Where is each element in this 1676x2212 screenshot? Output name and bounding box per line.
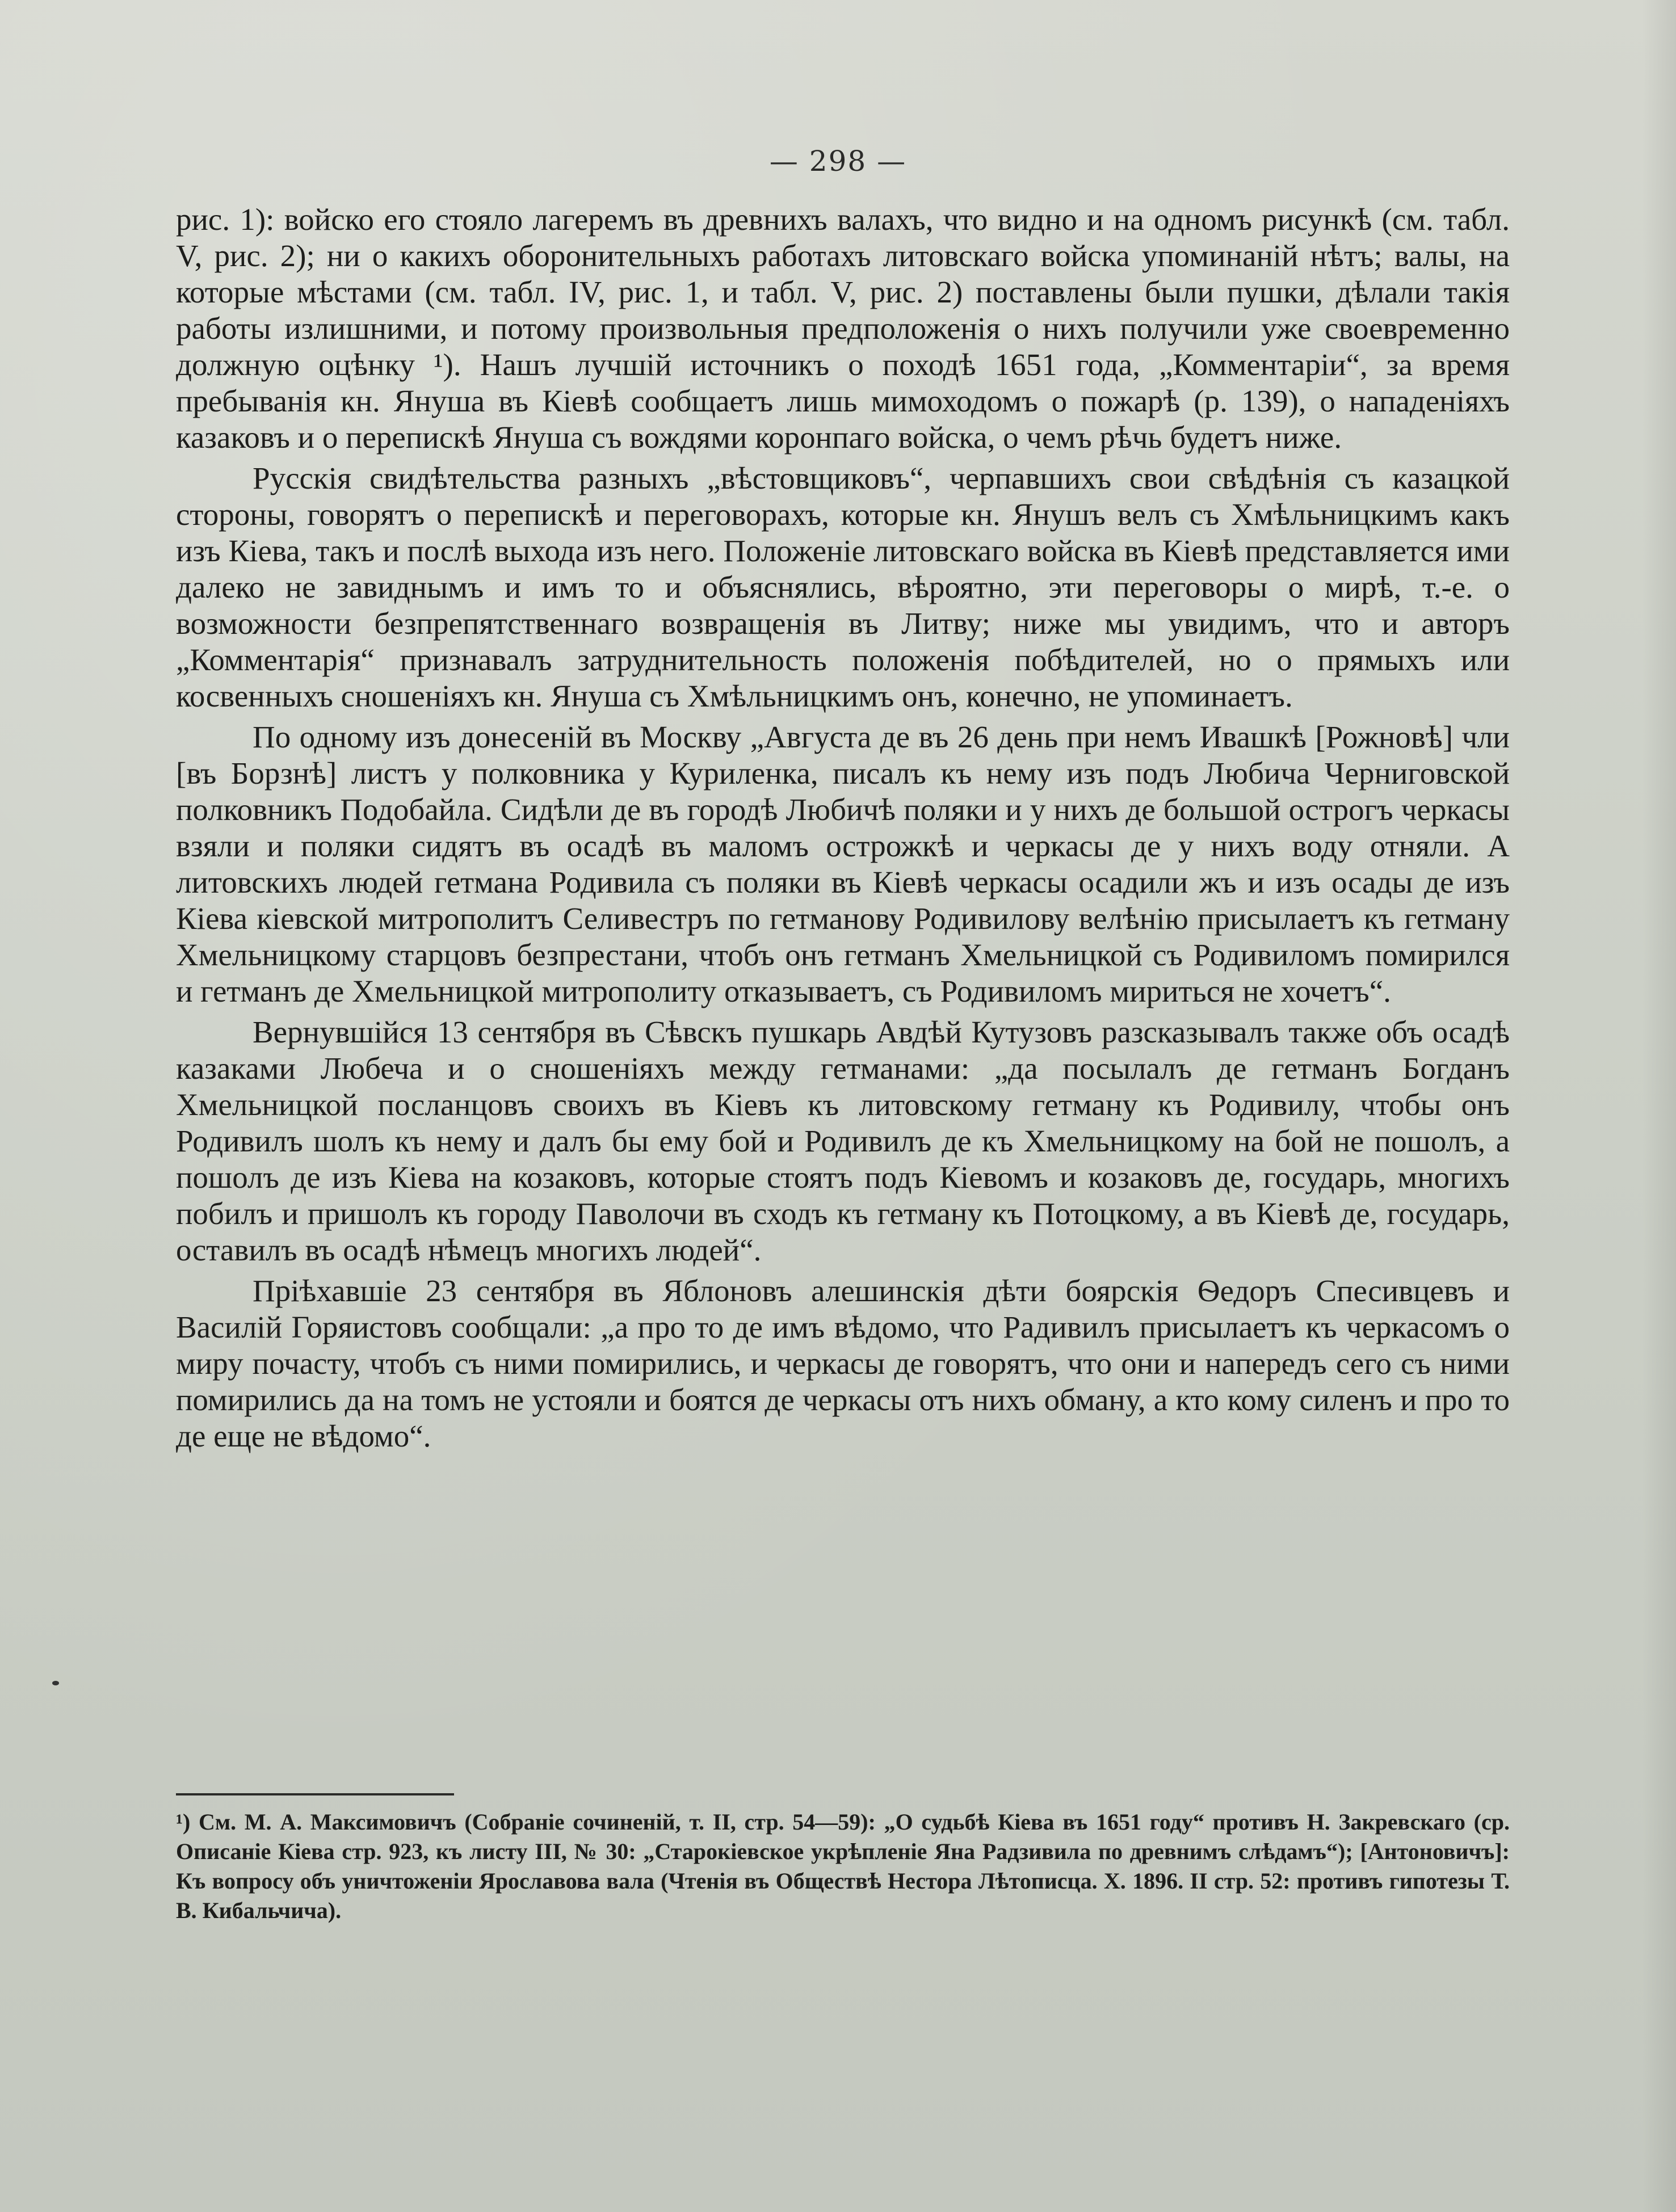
main-text [176, 201, 1510, 1459]
paragraph-1: рис. 1): войско его стояло лагеремъ въ древнихъ валахъ, что видно и на одномъ рисункѣ (см. табл. V, рис. 2); ни о какихъ оборонительныхъ работахъ литовскаго войска упоминаній нѣтъ; валы, на которые мѣстами (см. табл. IV, рис. 1, и табл. V, рис. 2) поставлены были пушки, дѣлали такія работы излишними, и потому произвольныя предположенія о нихъ получили уже своевременно должную оцѣнку ¹). Нашъ лучшій источникъ о походѣ 1651 года, „Комментаріи“, за время пребыванія кн. Януша въ Кіевѣ сообщаетъ лишь мимоходомъ о пожарѣ (р. 139), о нападеніяхъ казаковъ и о перепискѣ Януша съ вождями коронпаго войска, о чемъ рѣчь будетъ ниже. [176, 202, 1510, 455]
footnote: ¹) См. М. А. Максимовичъ (Собраніе сочиненій, т. II, стр. 54—59): „О судьбѣ Кіева въ 1651 году“ противъ Н. Закревскаго (ср. Описаніе Кіева стр. 923, къ листу III, № 30: „Старокіевское укрѣпленіе Яна Радзивила по древнимъ слѣдамъ“); [Антоновичъ]: Къ вопросу объ уничтоженіи Ярославова вала (Чтенія въ Обществѣ Нестора Лѣтописца. X. 1896. II стр. 52: противъ гипотезы Т. В. Кибальчича). [176, 1809, 1510, 1923]
paragraph-4: Вернувшійся 13 сентября въ Сѣвскъ пушкарь Авдѣй Кутузовъ разсказывалъ также объ осадѣ казаками Любеча и о сношеніяхъ между гетманами: „да посылалъ де гетманъ Богданъ Хмельницкой посланцовъ своихъ въ Кіевъ къ литовскому гетману къ Родивилу, чтобы онъ Родивилъ шолъ къ нему и далъ бы ему бой и Родивилъ де къ Хмельницкому на бой не пошолъ, а пошолъ де изъ Кіева на козаковъ, которые стоятъ подъ Кіевомъ и козаковъ де, государь, многихъ побилъ и пришолъ къ городу Паволочи въ сходъ къ гетману къ Потоцкому, а въ Кіевѣ де, государь, оставилъ въ осадѣ нѣмецъ многихъ людей“. [176, 1015, 1510, 1267]
paragraph-2: Русскія свидѣтельства разныхъ „вѣстовщиковъ“, черпавшихъ свои свѣдѣнія съ казацкой стороны, говорятъ о перепискѣ и переговорахъ, которые кн. Янушъ велъ съ Хмѣльницкимъ какъ изъ Кіева, такъ и послѣ выхода изъ него. Положеніе литовскаго войска въ Кіевѣ представляется ими далеко не завиднымъ и имъ то и объяснялись, вѣроятно, эти переговоры о мирѣ, т.-е. о возможности безпрепятственнаго возвращенія въ Литву; ниже мы увидимъ, что и авторъ „Комментарія“ признавалъ затруднительность положенія побѣдителей, но о прямыхъ или косвенныхъ сношеніяхъ кн. Януша съ Хмѣльницкимъ онъ, конечно, не упоминаетъ. [176, 461, 1510, 713]
paragraph-3: По одному изъ донесеній въ Москву „Августа де въ 26 день при немъ Ивашкѣ [Рожновѣ] чли [въ Борзнѣ] листъ у полковника у Куриленка, писалъ къ нему изъ подъ Любича Черниговской полковникъ Подобайла. Сидѣли де въ городѣ Любичѣ поляки и у нихъ де большой острогъ черкасы взяли и поляки сидятъ въ осадѣ въ маломъ острожкѣ и черкасы де у нихъ воду отняли. А литовскихъ людей гетмана Родивила съ поляки въ Кіевѣ черкасы осадили жъ и изъ осады де изъ Кіева кіевской митрополитъ Селивестръ по гетманову Родивилову велѣнію присылаетъ къ гетману Хмельницкому старцовъ безпрестани, чтобъ онъ гетманъ Хмельницкой съ Родивиломъ помирился и гетманъ де Хмельницкой митрополиту отказываетъ, съ Родивиломъ мириться не хочетъ“. [176, 720, 1510, 1008]
paragraph-5: Пріѣхавшіе 23 сентября въ Яблоновъ алешинскія дѣти боярскія Ѳедоръ Спесивцевъ и Василій Горяистовъ сообщали: „а про то де имъ вѣдомо, что Радивилъ присылаетъ къ черкасомъ о миру почасту, чтобъ съ ними помирились, и черкасы де говорятъ, что они и напередъ сего съ ними помирились да на томъ не устояли и боятся де черкасы отъ нихъ обману, а кто кому силенъ и про то де еще не вѣдомо“. [176, 1273, 1510, 1453]
footnote-divider [176, 1793, 454, 1795]
page-edge-shadow [1642, 0, 1676, 2212]
margin-ink-mark [52, 1681, 59, 1685]
page-number: — 298 — [769, 145, 907, 178]
